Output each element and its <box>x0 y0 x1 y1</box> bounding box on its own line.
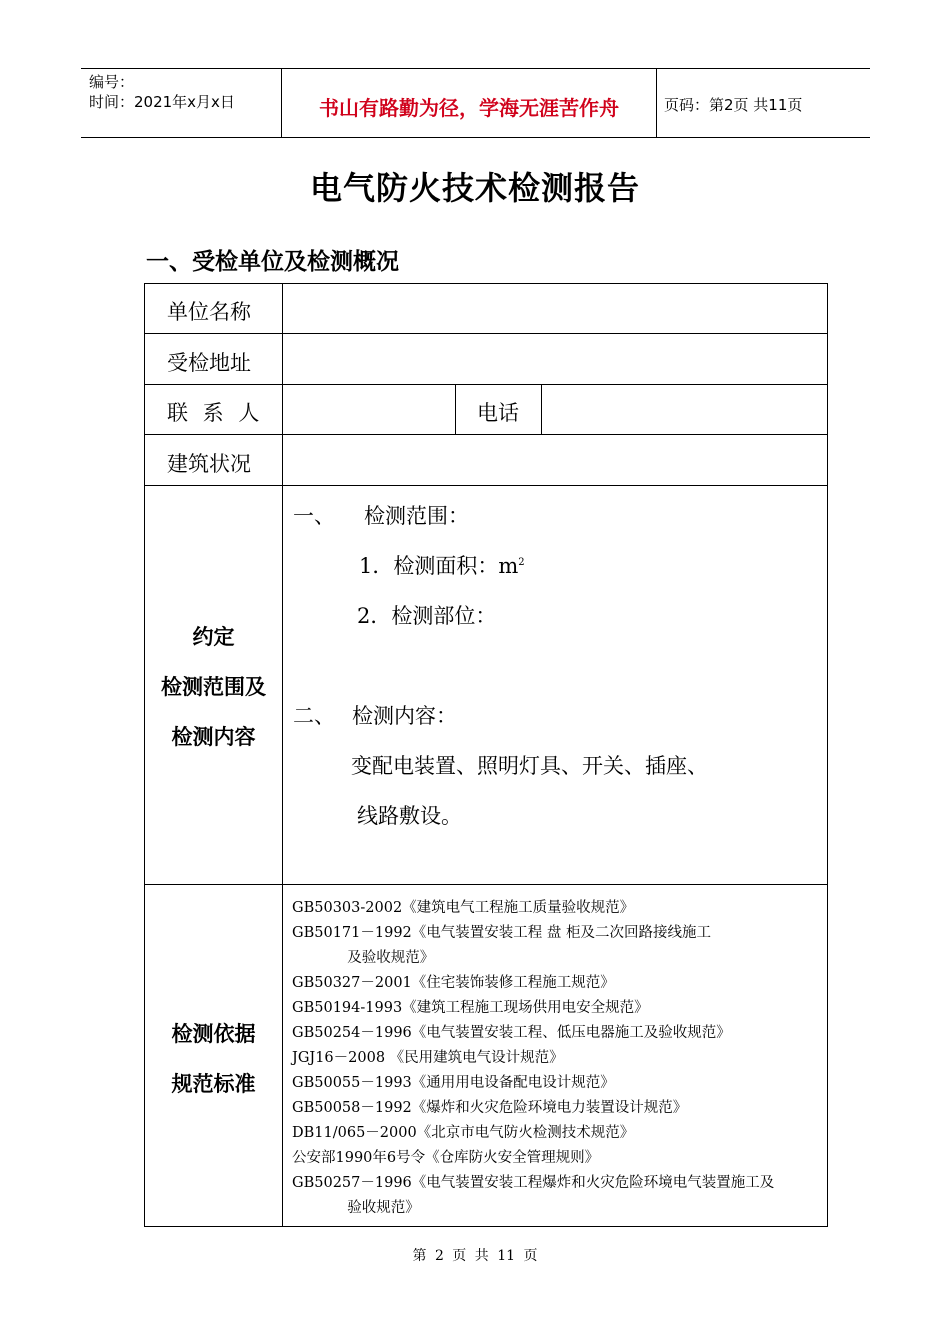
inspection-table <box>144 283 828 1227</box>
row-divider <box>145 884 827 885</box>
scope-label-line1: 约定 <box>192 625 235 649</box>
unit-name-field <box>283 284 827 333</box>
page-footer: 第 2 页 共 11 页 <box>412 1248 538 1264</box>
scope-label-line3: 检测内容 <box>171 725 256 749</box>
document-title: 电气防火技术检测报告 <box>309 169 640 207</box>
standard-item: GB50194-1993《建筑工程施工现场供用电安全规范》 <box>292 1000 649 1016</box>
standard-item: GB50055－1993《通用用电设备配电设计规范》 <box>292 1075 615 1091</box>
standard-item: GB50327－2001《住宅装饰装修工程施工规范》 <box>292 975 615 991</box>
scope-area <box>359 550 525 580</box>
standard-item: 验收规范》 <box>292 1200 420 1216</box>
standard-item: GB50257－1996《电气装置安装工程爆炸和火灾危险环境电气装置施工及 <box>292 1175 775 1191</box>
standard-item: GB50254－1996《电气装置安装工程、低压电器施工及验收规范》 <box>292 1025 731 1041</box>
contact-field <box>283 385 455 434</box>
document-time-label: 时间：2021年x月x日 <box>89 93 235 111</box>
scope-item1-number: 一、 <box>293 504 335 528</box>
scope-item2-number: 二、 <box>293 704 335 728</box>
standard-item: 及验收规范》 <box>292 950 435 966</box>
standard-item: DB11/065－2000《北京市电气防火检测技术规范》 <box>292 1125 635 1141</box>
scope-label-line2: 检测范围及 <box>161 675 266 699</box>
scope-area-unit-sup: 2 <box>518 557 525 568</box>
scope-item1-text: 检测范围： <box>364 504 469 528</box>
header-page-number: 页码：第2页 共11页 <box>664 96 803 114</box>
standards-label-line1: 检测依据 <box>171 1022 256 1046</box>
column-divider <box>455 384 456 434</box>
standard-item: GB50303-2002《建筑电气工程施工质量验收规范》 <box>292 900 635 916</box>
standard-item: GB50171－1992《电气装置安装工程 盘 柜及二次回路接线施工 <box>292 925 711 941</box>
scope-parts: 2．检测部位： <box>357 604 497 628</box>
scope-item2-text: 检测内容： <box>352 704 457 728</box>
page-header <box>81 68 870 138</box>
scope-area-text: 1．检测面积：m <box>359 554 519 578</box>
row-divider <box>145 485 827 486</box>
scope-content-line1: 变配电装置、照明灯具、开关、插座、 <box>351 754 708 778</box>
address-field <box>283 334 827 383</box>
building-field <box>283 435 827 484</box>
unit-name-label: 单位名称 <box>167 300 251 324</box>
header-motto: 书山有路勤为径，学海无涯苦作舟 <box>319 96 619 120</box>
header-motto-cell <box>281 69 657 137</box>
standards-label-line2: 规范标准 <box>171 1072 256 1096</box>
standard-item: GB50058－1992《爆炸和火灾危险环境电力装置设计规范》 <box>292 1100 688 1116</box>
header-page-cell <box>656 69 870 137</box>
scope-content-line2: 线路敷设。 <box>357 804 462 828</box>
standard-item: 公安部1990年6号令《仓库防火安全管理规则》 <box>292 1150 600 1166</box>
header-meta-cell <box>81 69 281 137</box>
building-label: 建筑状况 <box>167 452 251 476</box>
phone-field <box>542 385 827 434</box>
document-code-label: 编号： <box>89 73 135 91</box>
address-label: 受检地址 <box>167 351 251 375</box>
standard-item: JGJ16－2008 《民用建筑电气设计规范》 <box>292 1050 564 1066</box>
contact-label: 联 系 人 <box>167 401 260 425</box>
phone-label: 电话 <box>477 401 519 425</box>
section-title: 一、受检单位及检测概况 <box>146 249 399 275</box>
